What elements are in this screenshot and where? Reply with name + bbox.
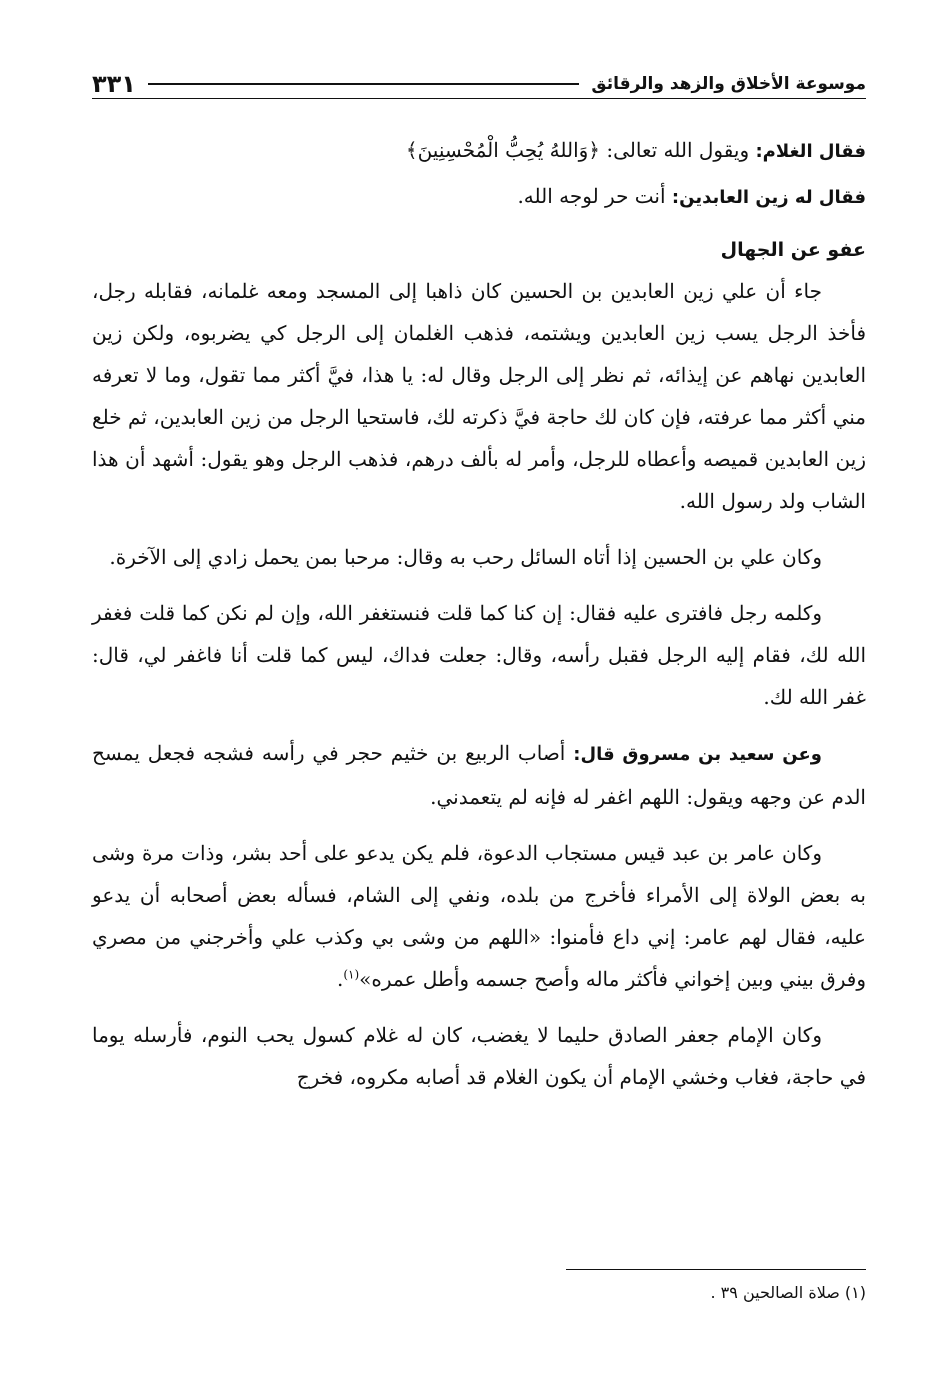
paragraph-lead: وعن سعيد بن مسروق قال:	[573, 744, 822, 765]
footnote-reference[interactable]: (١)	[343, 967, 360, 982]
book-page	[92, 66, 866, 1326]
running-header	[92, 66, 866, 102]
section-heading: عفو عن الجهال	[720, 239, 866, 261]
speaker-label: فقال له زين العابدين:	[671, 187, 866, 208]
footnote: (١) صلاة الصالحين ٣٩ .	[710, 1283, 866, 1302]
book-title: موسوعة الأخلاق والزهد والرقائق	[591, 74, 866, 94]
paragraph-3: وكلمه رجل فافترى عليه فقال: إن كنا كما قلت فنستغفر الله، وإن لم نكن كما قلت فغفر الله لك، فقام إليه الرجل فقبل رأسه، وقال: جعلت فداك، ليس كما قلت أنا فاغفر لي، قال: غفر الله لك.	[92, 601, 866, 709]
dialogue-line-2	[92, 174, 866, 220]
paragraph-6: وكان الإمام جعفر الصادق حليما لا يغضب، كان له غلام كسول يحب النوم، فأرسله يوما في حاجة، فغاب وخشي الإمام أن يكون الغلام قد أصابه مكروه، فخرج	[92, 1023, 866, 1089]
paragraph-4	[92, 732, 866, 818]
header-rule	[148, 83, 579, 85]
page-number: ٣٣١	[92, 70, 136, 98]
paragraph-1: جاء أن علي زين العابدين بن الحسين كان ذاهبا إلى المسجد ومعه غلمانه، فقابله رجل، فأخذ الرجل يسب زين العابدين ويشتمه، فذهب الغلمان إلى الرجل كي يضربوه، ولكن زين العابدين نهاهم عن إيذائه، ثم نظر إلى الرجل وقال له: يا هذا، فيَّ أكثر مما تقول، وما لا تعرفه مني أكثر مما عرفته، فإن كان لك حاجة فيَّ ذكرته لك، فاستحيا الرجل من زين العابدين، ثم خلع زين العابدين قميصه وأعطاه للرجل، وأمر له بألف درهم، فذهب الرجل وهو يقول: أشهد أن هذا الشاب ولد رسول الله.	[92, 279, 866, 513]
speaker-label: فقال الغلام:	[755, 141, 866, 162]
paragraph-2: وكان علي بن الحسين إذا أتاه السائل رحب به وقال: مرحبا بمن يحمل زادي إلى الآخرة.	[109, 545, 822, 569]
dialogue-text: ويقول الله تعالى: ﴿وَاللهُ يُحِبُّ الْمُحْسِنِينَ﴾	[405, 138, 750, 162]
footnote-divider	[566, 1269, 866, 1270]
page-body	[92, 128, 866, 1112]
paragraph-text: وكان عامر بن عبد قيس مستجاب الدعوة، فلم يكن يدعو على أحد بشر، وذات مرة وشى به بعض الولاة إلى الأمراء فأخرج من بلده، ونفي إلى الشام، فسأله بعض أصحابه أن يدعو عليه، فقال لهم عامر: إني داع فأمنوا: «اللهم من وشى بي وكذب علي وأخرجني من مصري وفرق بيني وبين إخواني فأكثر ماله وأصح جسمه وأطل عمره»	[92, 841, 866, 991]
header-underline	[92, 98, 866, 99]
paragraph-text: أصاب الربيع بن خثيم حجر في رأسه فشجه فجعل يمسح الدم عن وجهه ويقول: اللهم اغفر له فإنه لم يتعمدني.	[92, 741, 866, 809]
dialogue-line-1	[92, 128, 866, 174]
paragraph-5	[92, 832, 866, 1000]
dialogue-text: أنت حر لوجه الله.	[517, 184, 666, 208]
paragraph-end: .	[336, 967, 344, 991]
